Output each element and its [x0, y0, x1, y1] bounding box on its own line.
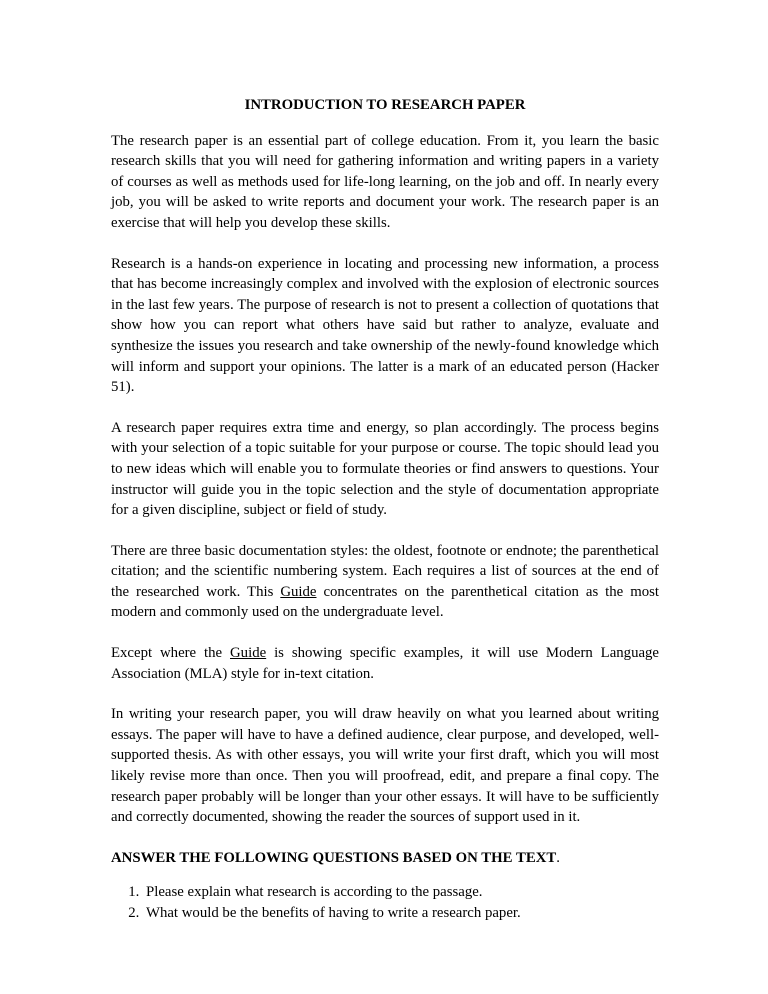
paragraph-6: In writing your research paper, you will draw heavily on what you learned about writing essays. The paper will have to have a defined audience, clear purpose, and developed, well-supported thesis. As with other essays, you will write your first draft, which you will most likely revise more than once. Then you will proofread, edit, and prepare a final copy. The research paper probably will be longer than your other essays. It will have to be sufficiently and correctly documented, showing the reader the sources of support used in it.	[111, 706, 659, 826]
document-title: INTRODUCTION TO RESEARCH PAPER	[244, 97, 526, 113]
paragraph-5-text-b: is showing specific examples, it will use Modern Language Association (MLA) style for in-text citation.	[111, 645, 659, 682]
guide-underlined-text: Guide	[280, 583, 317, 600]
document-body	[111, 95, 659, 924]
paragraph-5-text-a: Except where the	[111, 645, 230, 662]
question-item: 1. Please explain what research is according to the passage.	[143, 882, 659, 903]
paragraph-4	[111, 541, 659, 623]
paragraph-5	[111, 643, 659, 684]
paragraph-1: The research paper is an essential part of college education. From it, you learn the basic research skills that you will need for gathering information and writing papers in a variety of courses as well as methods used for life-long learning, on the job and off. In nearly every job, you will be asked to write reports and document your work. The research paper is an exercise that will help you develop these skills.	[111, 132, 659, 231]
questions-heading	[111, 848, 659, 869]
paragraph-4-text-a: There are three basic documentation styles: the oldest, footnote or endnote; the parenthetical citation; and the scientific numbering system. Each requires a list of sources at the end of the researched work. This	[111, 542, 659, 600]
paragraph-4-text-b: concentrates on the parenthetical citation as the most modern and commonly used on the undergraduate level.	[111, 583, 659, 621]
questions-heading-text: ANSWER THE FOLLOWING QUESTIONS BASED ON THE TEXT	[111, 849, 557, 866]
questions-list	[111, 882, 659, 923]
paragraph-3: A research paper requires extra time and energy, so plan accordingly. The process begins with your selection of a topic suitable for your purpose or course. The topic should lead you to new ideas which will enable you to formulate theories or find answers to questions. Your instructor will guide you in the topic selection and the style of documentation appropriate for a given discipline, subject or field of study.	[111, 419, 659, 519]
paragraph-2: Research is a hands-on experience in locating and processing new information, a process that has become increasingly complex and involved with the explosion of electronic sources in the last few years. The purpose of research is not to present a collection of quotations that show how you can report what others have said but rather to analyze, evaluate and synthesize the issues you research and take ownership of the newly-found knowledge which will inform and support your opinions. The latter is a mark of an educated person (Hacker 51).	[111, 255, 659, 396]
questions-heading-period: .	[556, 849, 560, 866]
guide-underlined-text: Guide	[230, 645, 267, 662]
question-item: 2. What would be the benefits of having to write a research paper.	[143, 903, 659, 924]
